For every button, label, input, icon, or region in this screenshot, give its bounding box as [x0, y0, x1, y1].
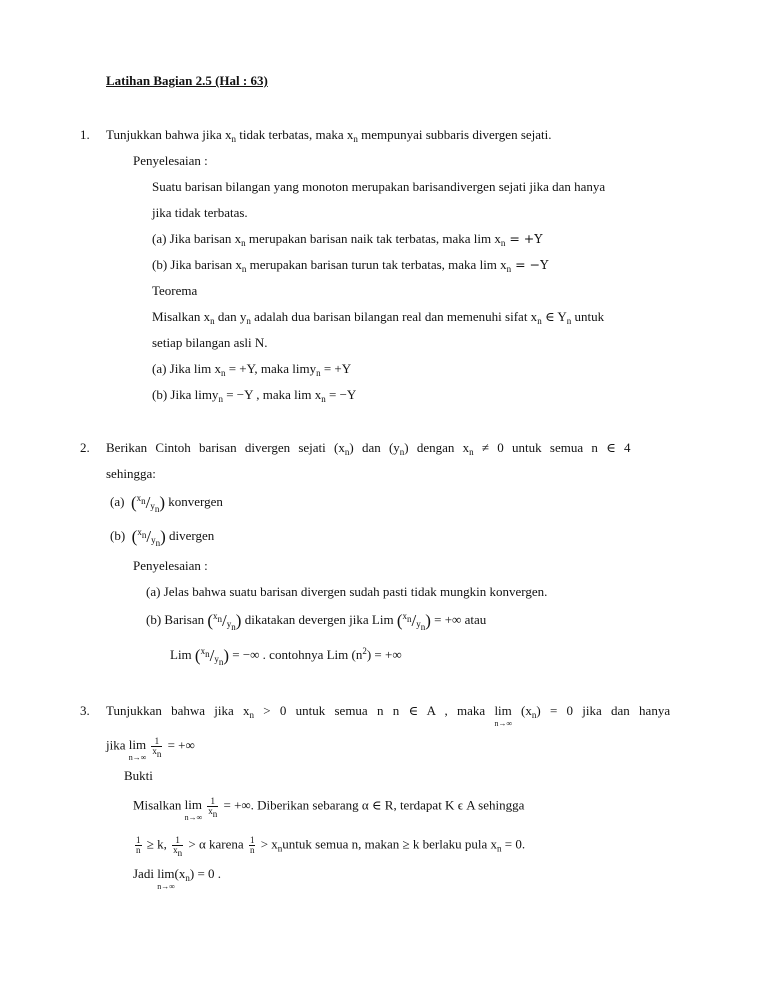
- q3-proof-2: $\frac{1}{n}$ ≥ k, $\frac{1}{x_n}$ > α karena $\frac{1}{n}$ > $x_nuntuk$ semua n, makan ≥ k berlaku pula $x_n = 0$.: [136, 835, 526, 858]
- page-title: Latihan Bagian 2.5 (Hal : 63): [106, 73, 268, 88]
- q3-statement-2: jika lim n→∞ $\frac{1}{x_n}$ = +∞: [106, 736, 195, 763]
- q1-theorem-line-1: Misalkan $x_n$ dan $y_n$ adalah dua barisan bilangan real dan memenuhi sifat $x_n$ ∈ $Y_n$ untuk: [152, 309, 605, 326]
- q1-para-1: Suatu barisan bilangan yang monoton merupakan barisandivergen sejati jika dan hanya: [152, 179, 606, 194]
- q3-proof-1: Misalkan lim n→∞ $\frac{1}{x_n}$ = +∞. Diberikan sebarang α ∈ R, terdapat K ϵ A sehingga: [133, 796, 525, 823]
- q1-penyelesaian: Penyelesaian :: [133, 153, 208, 168]
- q1-number: 1.: [80, 127, 90, 142]
- q1-theorem-line-2: setiap bilangan asli N.: [152, 335, 268, 350]
- q2-solution-b: (b) Barisan $(^{x_n}/_{y_n})$ dikatakan devergen jika Lim $(^{x_n}/_{y_n})$ = +∞ atau: [146, 611, 487, 632]
- q1-theorem-a: (a) Jika $\lim x_n = +Y$, maka limy$_n$ = +Y: [152, 361, 352, 378]
- q3-proof-3: Jadi lim n→∞ $(x_n) = 0$ .: [133, 866, 222, 891]
- q2-part-b: (b) $(^{x_n}/_{y_n})$ divergen: [110, 527, 215, 548]
- q1-teorema: Teorema: [152, 283, 198, 298]
- q2-statement-2: sehingga:: [106, 466, 156, 481]
- q2-part-a: (a) $(^{x_n}/_{y_n})$ konvergen: [110, 493, 223, 514]
- q1-para-2: jika tidak terbatas.: [152, 205, 248, 220]
- q1-theorem-b: (b) Jika limy$_n$ = −Y , maka $\lim x_n = -Y$: [152, 387, 357, 404]
- q3-statement-1: Tunjukkan bahwa jika $x_n > 0$ untuk semua n n ∈ A , maka lim n→∞ $(x_n) = 0$ jika dan hanya: [106, 703, 671, 728]
- q3-number: 3.: [80, 703, 90, 718]
- q3-bukti: Bukti: [124, 768, 153, 783]
- q2-statement-1: Berikan Cintoh barisan divergen sejati $(x_n)$ dan $(y_n)$ dengan $x_n \ne 0$ untuk semua n ∈ 4: [106, 440, 631, 457]
- q1-statement: Tunjukkan bahwa jika $x_n$ tidak terbatas, maka $x_n$ mempunyai subbaris divergen sejati.: [106, 127, 552, 144]
- q1-item-a: (a) Jika barisan $x_n$ merupakan barisan naik tak terbatas, maka $\lim x_n = +Y$: [152, 231, 543, 248]
- q2-number: 2.: [80, 440, 90, 455]
- q1-item-b: (b) Jika barisan $x_n$ merupakan barisan turun tak terbatas, maka $\lim x_n = -Y$: [152, 257, 549, 274]
- q2-solution-a: (a) Jelas bahwa suatu barisan divergen sudah pasti tidak mungkin konvergen.: [146, 584, 548, 599]
- q2-penyelesaian: Penyelesaian :: [133, 558, 208, 573]
- q2-solution-c: Lim $(^{x_n}/_{y_n})$ = −∞ . contohnya Lim $(n^2)$ = +∞: [170, 646, 402, 667]
